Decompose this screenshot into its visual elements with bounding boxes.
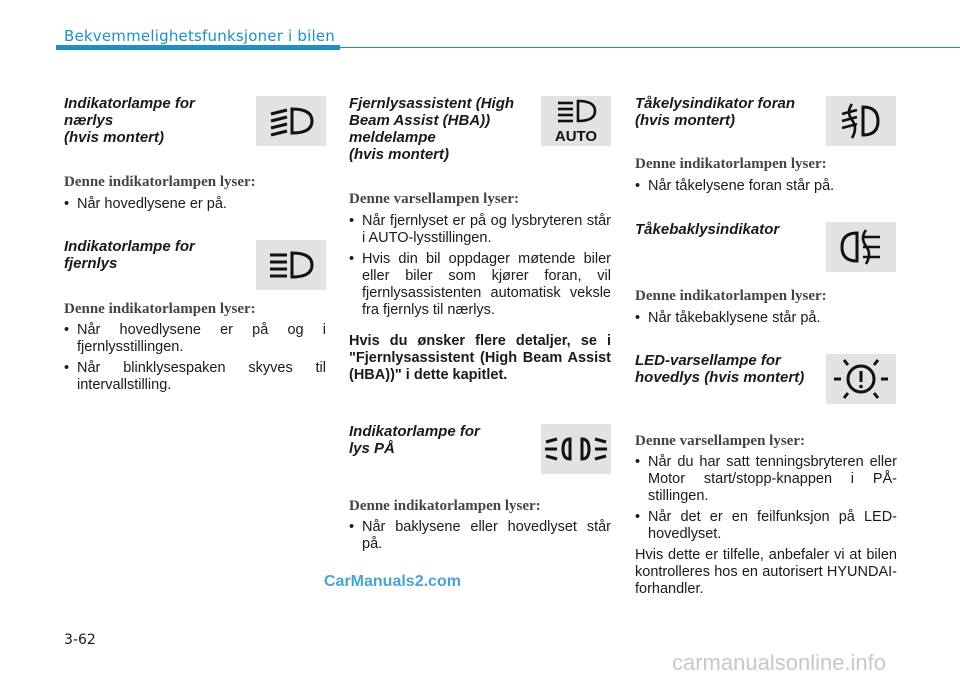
heading-line: meldelampe bbox=[349, 129, 436, 146]
heading-line: Beam Assist (HBA)) bbox=[349, 112, 491, 129]
heading-line: Tåkebaklysindikator bbox=[635, 221, 780, 238]
bullet-list bbox=[635, 310, 897, 327]
recommendation-note: Hvis dette er tilfelle, anbefaler vi at bilen kontrolleres hos en autorisert HYUNDAI-forhandler. bbox=[635, 547, 897, 597]
heading-line: (hvis montert) bbox=[635, 112, 736, 129]
heading-line: (hvis montert) bbox=[349, 146, 450, 163]
front-fog-light-icon bbox=[826, 96, 896, 146]
header-accent-bar bbox=[56, 45, 340, 50]
lyser-label: Denne indikatorlampen lyser: bbox=[64, 174, 256, 190]
bullet-list bbox=[349, 213, 611, 384]
list-item: • Når tåkelysene foran står på. bbox=[635, 178, 835, 194]
heading-line: Tåkelysindikator foran bbox=[635, 95, 796, 112]
list-item-text: Når hovedlysene er på og i fjernlysstillingen. bbox=[77, 322, 326, 355]
lyser-label: Denne indikatorlampen lyser: bbox=[349, 498, 541, 514]
hba-heading bbox=[349, 95, 544, 163]
heading-line: hovedlys (hvis montert) bbox=[635, 369, 805, 386]
low-beam-icon bbox=[256, 96, 326, 146]
list-item: • Når fjernlyset er på og lysbryteren står i AUTO-lysstillingen. bbox=[349, 213, 611, 246]
watermark-footer: carmanualsonline.info bbox=[672, 650, 887, 675]
lyser-label: Denne indikatorlampen lyser: bbox=[635, 156, 827, 172]
bullet-list bbox=[635, 178, 897, 195]
heading-line: Fjernlysassistent (High bbox=[349, 95, 515, 112]
heading-line: Indikatorlampe for bbox=[64, 95, 195, 112]
section-title: Bekvemmelighetsfunksjoner i bilen bbox=[64, 27, 335, 45]
position-lights-icon bbox=[541, 424, 611, 474]
list-item-text: Når hovedlysene er på. bbox=[77, 196, 227, 212]
heading-line: (hvis montert) bbox=[64, 129, 165, 146]
page-number: 3-62 bbox=[64, 632, 96, 648]
list-item: • Når blinklysespaken skyves til intervallstilling. bbox=[64, 360, 326, 393]
heading-line: Indikatorlampe for bbox=[64, 238, 195, 255]
lyser-label: Denne indikatorlampen lyser: bbox=[64, 301, 256, 317]
bullet-list bbox=[64, 322, 326, 394]
high-beam-icon bbox=[256, 240, 326, 290]
list-item: • Når det er en feilfunksjon på LED-hovedlyset. bbox=[635, 509, 897, 542]
led-headlamp-warning-icon bbox=[826, 354, 896, 404]
heading-line: LED-varsellampe for bbox=[635, 352, 781, 369]
heading-line: nærlys bbox=[64, 112, 114, 129]
heading-line: fjernlys bbox=[64, 255, 118, 272]
position-lights-heading bbox=[349, 423, 539, 457]
front-fog-heading bbox=[635, 95, 825, 129]
watermark-link[interactable]: CarManuals2.com bbox=[324, 573, 461, 590]
low-beam-heading bbox=[64, 95, 254, 146]
list-item-text: Når du har satt tenningsbryteren eller Motor start/stopp-knappen i PÅ-stillingen. bbox=[648, 454, 897, 504]
reference-note: Hvis du ønsker flere detaljer, se i "Fjernlysassistent (High Beam Assist (HBA))" i dette kapitlet. bbox=[349, 333, 611, 383]
lyser-label: Denne varsellampen lyser: bbox=[635, 433, 805, 449]
high-beam-heading bbox=[64, 238, 254, 272]
list-item: • Når hovedlysene er på. bbox=[64, 196, 227, 212]
list-item-text: Når fjernlyset er på og lysbryteren står i AUTO-lysstillingen. bbox=[362, 213, 611, 246]
lyser-label: Denne indikatorlampen lyser: bbox=[635, 288, 827, 304]
list-item: • Når baklysene eller hovedlyset står på. bbox=[349, 519, 611, 552]
rear-fog-heading bbox=[635, 221, 825, 238]
bullet-list bbox=[64, 196, 326, 213]
rear-fog-light-icon bbox=[826, 222, 896, 272]
high-beam-assist-auto-icon bbox=[541, 96, 611, 146]
heading-line: lys PÅ bbox=[349, 440, 395, 457]
list-item-text: Når det er en feilfunksjon på LED-hovedlyset. bbox=[648, 509, 897, 542]
header-rule bbox=[340, 47, 960, 48]
led-headlamp-heading bbox=[635, 352, 830, 386]
list-item-text: Når baklysene eller hovedlyset står på. bbox=[362, 519, 611, 552]
lyser-label: Denne varsellampen lyser: bbox=[349, 191, 519, 207]
list-item-text: Når tåkebaklysene står på. bbox=[648, 310, 821, 326]
list-item-text: Når tåkelysene foran står på. bbox=[648, 178, 835, 194]
list-item-text: Hvis din bil oppdager møtende biler eller biler som kjører foran, vil fjernlysassistenten automatisk veksle fra fjernlys til nærlys. bbox=[362, 251, 611, 318]
list-item: • Når tåkebaklysene står på. bbox=[635, 310, 821, 326]
list-item: • Når du har satt tenningsbryteren eller Motor start/stopp-knappen i PÅ-stillingen. bbox=[635, 454, 897, 504]
auto-label: AUTO bbox=[554, 128, 598, 145]
list-item: • Hvis din bil oppdager møtende biler eller biler som kjører foran, vil fjernlysassistenten automatisk veksle fra fjernlys til nærlys. bbox=[349, 251, 611, 318]
bullet-list bbox=[349, 519, 611, 553]
list-item: • Når hovedlysene er på og i fjernlysstillingen. bbox=[64, 322, 326, 355]
list-item-text: Når blinklysespaken skyves til intervallstilling. bbox=[77, 360, 326, 393]
heading-line: Indikatorlampe for bbox=[349, 423, 480, 440]
bullet-list bbox=[635, 454, 897, 598]
